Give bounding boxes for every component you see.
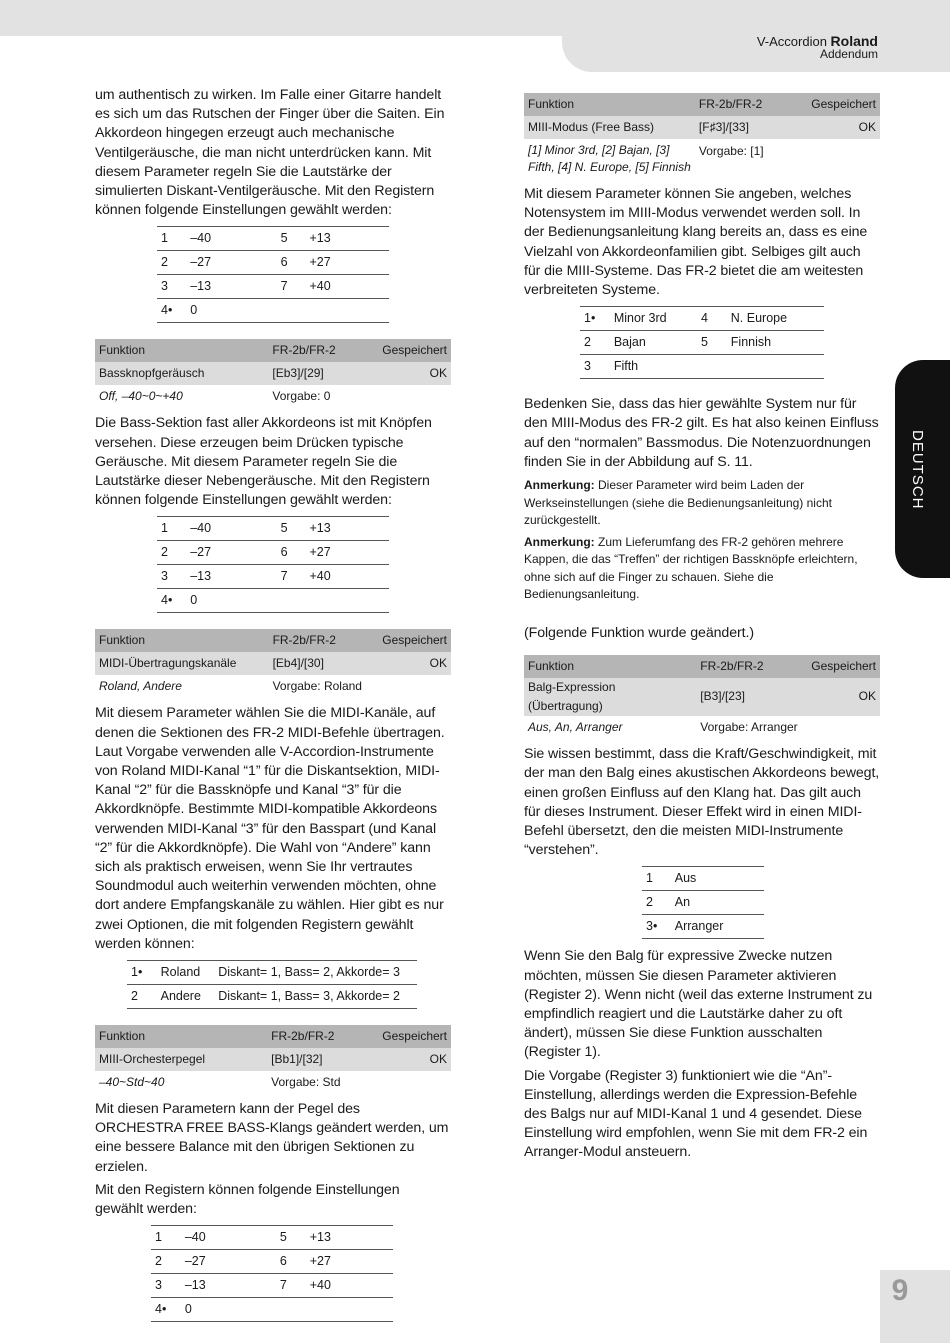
col-header-function: Funktion — [95, 629, 269, 652]
table-cell: +40 — [305, 275, 389, 299]
function-saved: OK — [378, 652, 451, 675]
table-cell: 2 — [151, 1250, 181, 1274]
table-cell: 2 — [580, 331, 610, 355]
function-table-balg — [524, 655, 880, 739]
note-2-label: Anmerkung: — [524, 534, 595, 549]
miii-paragraph-2: Bedenken Sie, dass das hier gewählte System nur für den MIII-Modus des FR-2 gilt. Es hat also keinen Einfluss auf den “normalen” Bassmodus. Die Notenzuordnungen finden Sie in der Abbildung auf S. 11. — [524, 396, 879, 470]
function-default: Vorgabe: [1] — [695, 139, 880, 179]
table-cell: 3• — [642, 915, 671, 939]
function-range: [1] Minor 3rd, [2] Bajan, [3] Fifth, [4] N. Europe, [5] Finnish — [524, 139, 695, 179]
function-code: [F♯3]/[33] — [695, 116, 807, 139]
col-header-saved: Gespeichert — [378, 339, 451, 362]
col-header-model: FR-2b/FR-2 — [696, 655, 807, 678]
function-name: MIII-Orchesterpegel — [95, 1048, 267, 1071]
function-code: [Eb3]/[29] — [268, 362, 378, 385]
table-cell: 6 — [277, 541, 306, 565]
table-cell: 1• — [580, 307, 610, 331]
function-table-midi — [95, 629, 451, 698]
table-cell: +13 — [305, 227, 389, 251]
function-default: Vorgabe: Roland — [269, 675, 451, 698]
table-cell: 3 — [157, 565, 186, 589]
function-code: [B3]/[23] — [696, 678, 807, 716]
function-range: –40~Std~40 — [95, 1071, 267, 1094]
table-cell: 4• — [157, 299, 186, 323]
table-cell: 0 — [186, 299, 276, 323]
table-cell: 1 — [157, 517, 186, 541]
midi-paragraph: Mit diesem Parameter wählen Sie die MIDI-Kanäle, auf denen die Sektionen des FR-2 MIDI-Befehle übertragen. Laut Vorgabe verwenden alle V-Accordion-Instrumente von Roland MIDI-Kanal “1” für die Diskantsektion, MIDI-Kanal “2” für die Bassknöpfe und Kanal “3” für die Akkordknöpfe. Bestimmte MIDI-kompatible Akkordeons verwenden MIDI-Kanal “3” für den Basspart (und Kanal “2” für die Akkordknöpfe). Die Wahl von “Andere” kann sich als praktisch erweisen, wenn Sie Ihr vertrautes Soundmodul auch weiterhin verwenden möchten, ohne dort andere Empfangskanäle zu wählen. Hier gibt es nur zwei Optionen, die mit folgenden Registern gewählt werden können: — [95, 705, 445, 952]
function-saved: OK — [378, 1048, 451, 1071]
note-1 — [524, 477, 880, 530]
table-cell: 0 — [186, 589, 276, 613]
table-cell — [306, 1298, 393, 1322]
language-tab — [895, 360, 950, 578]
function-default: Vorgabe: 0 — [268, 385, 451, 408]
miii-system-table — [580, 306, 824, 379]
table-cell — [727, 355, 824, 379]
table-cell: An — [671, 891, 764, 915]
table-cell: 6 — [277, 251, 306, 275]
table-row — [151, 1226, 393, 1250]
table-cell: 3 — [151, 1274, 181, 1298]
table-row — [580, 355, 824, 379]
table-row — [157, 251, 389, 275]
note-2-text: Zum Lieferumfang des FR-2 gehören mehrere Kappen, die das “Treffen” der richtigen Bassknöpfe erleichtern, ohne sich auf die Finger zu schauen. Siehe die Bedienungsanleitung. — [524, 534, 858, 602]
table-cell: 4• — [157, 589, 186, 613]
language-tab-label: DEUTSCH — [909, 430, 926, 510]
right-column — [524, 93, 880, 1163]
table-row — [157, 227, 389, 251]
table-row — [157, 589, 389, 613]
col-header-model: FR-2b/FR-2 — [269, 629, 379, 652]
function-code: [Eb4]/[30] — [269, 652, 379, 675]
function-range: Aus, An, Arranger — [524, 716, 696, 739]
note-2 — [524, 534, 880, 604]
table-cell: 4 — [697, 307, 727, 331]
table-cell: 7 — [277, 275, 306, 299]
values-table-2 — [157, 516, 389, 613]
table-cell: +27 — [306, 1250, 393, 1274]
table-cell: 3 — [157, 275, 186, 299]
col-header-saved: Gespeichert — [807, 655, 880, 678]
function-saved: OK — [807, 116, 880, 139]
table-row — [642, 891, 764, 915]
function-range: Roland, Andere — [95, 675, 269, 698]
header-brand: Roland — [830, 33, 878, 49]
table-row — [151, 1250, 393, 1274]
table-cell: +40 — [306, 1274, 393, 1298]
function-default: Vorgabe: Std — [267, 1071, 451, 1094]
table-cell: 0 — [181, 1298, 276, 1322]
miii-paragraph: Mit diesem Parameter können Sie angeben, welches Notensystem im MIII-Modus verwendet werden soll. In der Bedienungsanleitung klang bereits an, dass es eine Vielzahl von Akkordeonfamilien gibt. Selbiges gilt auch für die MIII-Systeme. Das FR-2 bietet die am weitesten verbreiteten Systeme. — [524, 186, 868, 299]
table-cell: 5 — [276, 1226, 306, 1250]
table-cell: Minor 3rd — [610, 307, 697, 331]
table-cell: 2 — [127, 985, 157, 1009]
function-default: Vorgabe: Arranger — [696, 716, 880, 739]
table-cell: –40 — [181, 1226, 276, 1250]
balg-paragraph-2: Wenn Sie den Balg für expressive Zwecke nutzen möchten, müssen Sie diesen Parameter aktivieren (Register 2). Wenn nicht (weil das externe Instrument zu empfindlich reagiert und die Lautstärke daher zu oft ändert), müssen Sie diese Funktion ausschalten (Register 1). — [524, 948, 873, 1061]
table-cell: 2 — [157, 541, 186, 565]
function-name: Balg-Expression (Übertragung) — [524, 678, 696, 716]
table-cell: +27 — [305, 541, 389, 565]
table-cell: 4• — [151, 1298, 181, 1322]
table-cell: 5 — [697, 331, 727, 355]
changed-note: (Folgende Funktion wurde geändert.) — [524, 624, 754, 641]
left-column — [95, 86, 451, 1322]
table-cell: +13 — [306, 1226, 393, 1250]
table-cell — [305, 299, 389, 323]
table-row — [157, 517, 389, 541]
table-row — [642, 915, 764, 939]
function-name: MIDI-Übertragungskanäle — [95, 652, 269, 675]
table-cell: 7 — [277, 565, 306, 589]
table-row — [580, 307, 824, 331]
col-header-saved: Gespeichert — [378, 1025, 451, 1048]
table-row — [580, 331, 824, 355]
function-saved: OK — [807, 678, 880, 716]
table-cell: –27 — [181, 1250, 276, 1274]
table-row — [157, 275, 389, 299]
function-table-bass — [95, 339, 451, 408]
table-row — [127, 961, 417, 985]
table-cell: –13 — [186, 565, 276, 589]
table-cell: 2 — [157, 251, 186, 275]
table-cell: Arranger — [671, 915, 764, 939]
function-name: MIII-Modus (Free Bass) — [524, 116, 695, 139]
table-cell: Aus — [671, 867, 764, 891]
table-cell: 5 — [277, 517, 306, 541]
table-cell: 3 — [580, 355, 610, 379]
table-cell: Diskant= 1, Bass= 3, Akkorde= 2 — [214, 985, 417, 1009]
table-cell — [277, 589, 306, 613]
table-cell: 1 — [151, 1226, 181, 1250]
header-section: Addendum — [819, 47, 878, 61]
table-cell: –13 — [186, 275, 276, 299]
col-header-model: FR-2b/FR-2 — [695, 93, 807, 116]
table-cell: 7 — [276, 1274, 306, 1298]
function-table-orchestra — [95, 1025, 451, 1094]
table-cell: Andere — [157, 985, 215, 1009]
col-header-function: Funktion — [95, 1025, 267, 1048]
table-cell: Fifth — [610, 355, 697, 379]
note-1-text: Dieser Parameter wird beim Laden der Werkseinstellungen (siehe die Bedienungsanleitung) nicht zurückgestellt. — [524, 478, 832, 528]
midi-channel-table — [127, 960, 417, 1009]
table-row — [157, 299, 389, 323]
table-cell: 6 — [276, 1250, 306, 1274]
table-row — [151, 1298, 393, 1322]
table-cell: 5 — [277, 227, 306, 251]
table-cell: 1 — [157, 227, 186, 251]
table-cell — [305, 589, 389, 613]
table-row — [127, 985, 417, 1009]
table-cell — [276, 1298, 306, 1322]
table-cell: Roland — [157, 961, 215, 985]
bass-paragraph: Die Bass-Sektion fast aller Akkordeons ist mit Knöpfen versehen. Diese erzeugen beim Drücken typische Geräusche. Mit diesem Parameter regeln Sie die Lautstärke dieser Nebengeräusche. Mit den Registern können folgende Einstellungen gewählt werden: — [95, 415, 432, 509]
function-name: Bassknopfgeräusch — [95, 362, 268, 385]
table-cell: Diskant= 1, Bass= 2, Akkorde= 3 — [214, 961, 417, 985]
table-cell: +40 — [305, 565, 389, 589]
orchestra-paragraph-1: Mit diesen Parametern kann der Pegel des ORCHESTRA FREE BASS-Klangs geändert werden, um eine bessere Balance mit den übrigen Sektionen zu erzielen. — [95, 1101, 449, 1175]
col-header-model: FR-2b/FR-2 — [268, 339, 378, 362]
col-header-model: FR-2b/FR-2 — [267, 1025, 378, 1048]
balg-register-table — [642, 866, 764, 939]
table-row — [642, 867, 764, 891]
function-table-miii — [524, 93, 880, 179]
function-code: [Bb1]/[32] — [267, 1048, 378, 1071]
page-number-box — [880, 1270, 950, 1343]
values-table-3 — [151, 1225, 393, 1322]
col-header-saved: Gespeichert — [807, 93, 880, 116]
note-1-label: Anmerkung: — [524, 478, 595, 493]
col-header-function: Funktion — [524, 655, 696, 678]
table-cell — [277, 299, 306, 323]
balg-paragraph: Sie wissen bestimmt, dass die Kraft/Geschwindigkeit, mit der man den Balg eines akustischen Akkordeons bewegt, einen großen Einfluss auf den Klang hat. Das gilt auch für dieses Instrument. Dieser Effekt wird in einen MIDI-Befehl übersetzt, den die meisten MIDI-Instrumente “verstehen”. — [524, 746, 880, 859]
table-row — [151, 1274, 393, 1298]
table-cell: +13 — [305, 517, 389, 541]
function-saved: OK — [378, 362, 451, 385]
table-cell — [697, 355, 727, 379]
table-cell: 1• — [127, 961, 157, 985]
col-header-function: Funktion — [95, 339, 268, 362]
values-table-1 — [157, 226, 389, 323]
table-cell: –27 — [186, 251, 276, 275]
page-number: 9 — [891, 1274, 909, 1307]
table-cell: Bajan — [610, 331, 697, 355]
table-cell: Finnish — [727, 331, 824, 355]
col-header-function: Funktion — [524, 93, 695, 116]
table-cell: –40 — [186, 517, 276, 541]
function-range: Off, –40~0~+40 — [95, 385, 268, 408]
orchestra-paragraph-2: Mit den Registern können folgende Einstellungen gewählt werden: — [95, 1181, 400, 1218]
table-cell: –40 — [186, 227, 276, 251]
balg-paragraph-3: Die Vorgabe (Register 3) funktioniert wie die “An”-Einstellung, allerdings werden die Expression-Befehle des Balgs nur auf MIDI-Kanal 1 und 4 gesendet. Diese Einstellung wird empfohlen, wenn Sie mit dem FR-2 ein Arranger-Modul ansteuern. — [524, 1067, 868, 1161]
table-cell: –27 — [186, 541, 276, 565]
table-cell: +27 — [305, 251, 389, 275]
intro-paragraph: um authentisch zu wirken. Im Falle einer Gitarre handelt es sich um das Rutschen der Finger über die Saiten. Ein Akkordeon hingegen erzeugt auch mechanische Ventilgeräusche, die man nicht unterdrücken kann. Mit diesem Parameter regeln Sie die Lautstärke der simulierten Diskant-Ventilgeräusche. Mit den Registern können folgende Einstellungen gewählt werden: — [95, 87, 445, 219]
table-row — [157, 541, 389, 565]
table-cell: 1 — [642, 867, 671, 891]
table-cell: 2 — [642, 891, 671, 915]
table-row — [157, 565, 389, 589]
table-cell: –13 — [181, 1274, 276, 1298]
col-header-saved: Gespeichert — [378, 629, 451, 652]
header-product: V-Accordion — [756, 34, 827, 49]
table-cell: N. Europe — [727, 307, 824, 331]
